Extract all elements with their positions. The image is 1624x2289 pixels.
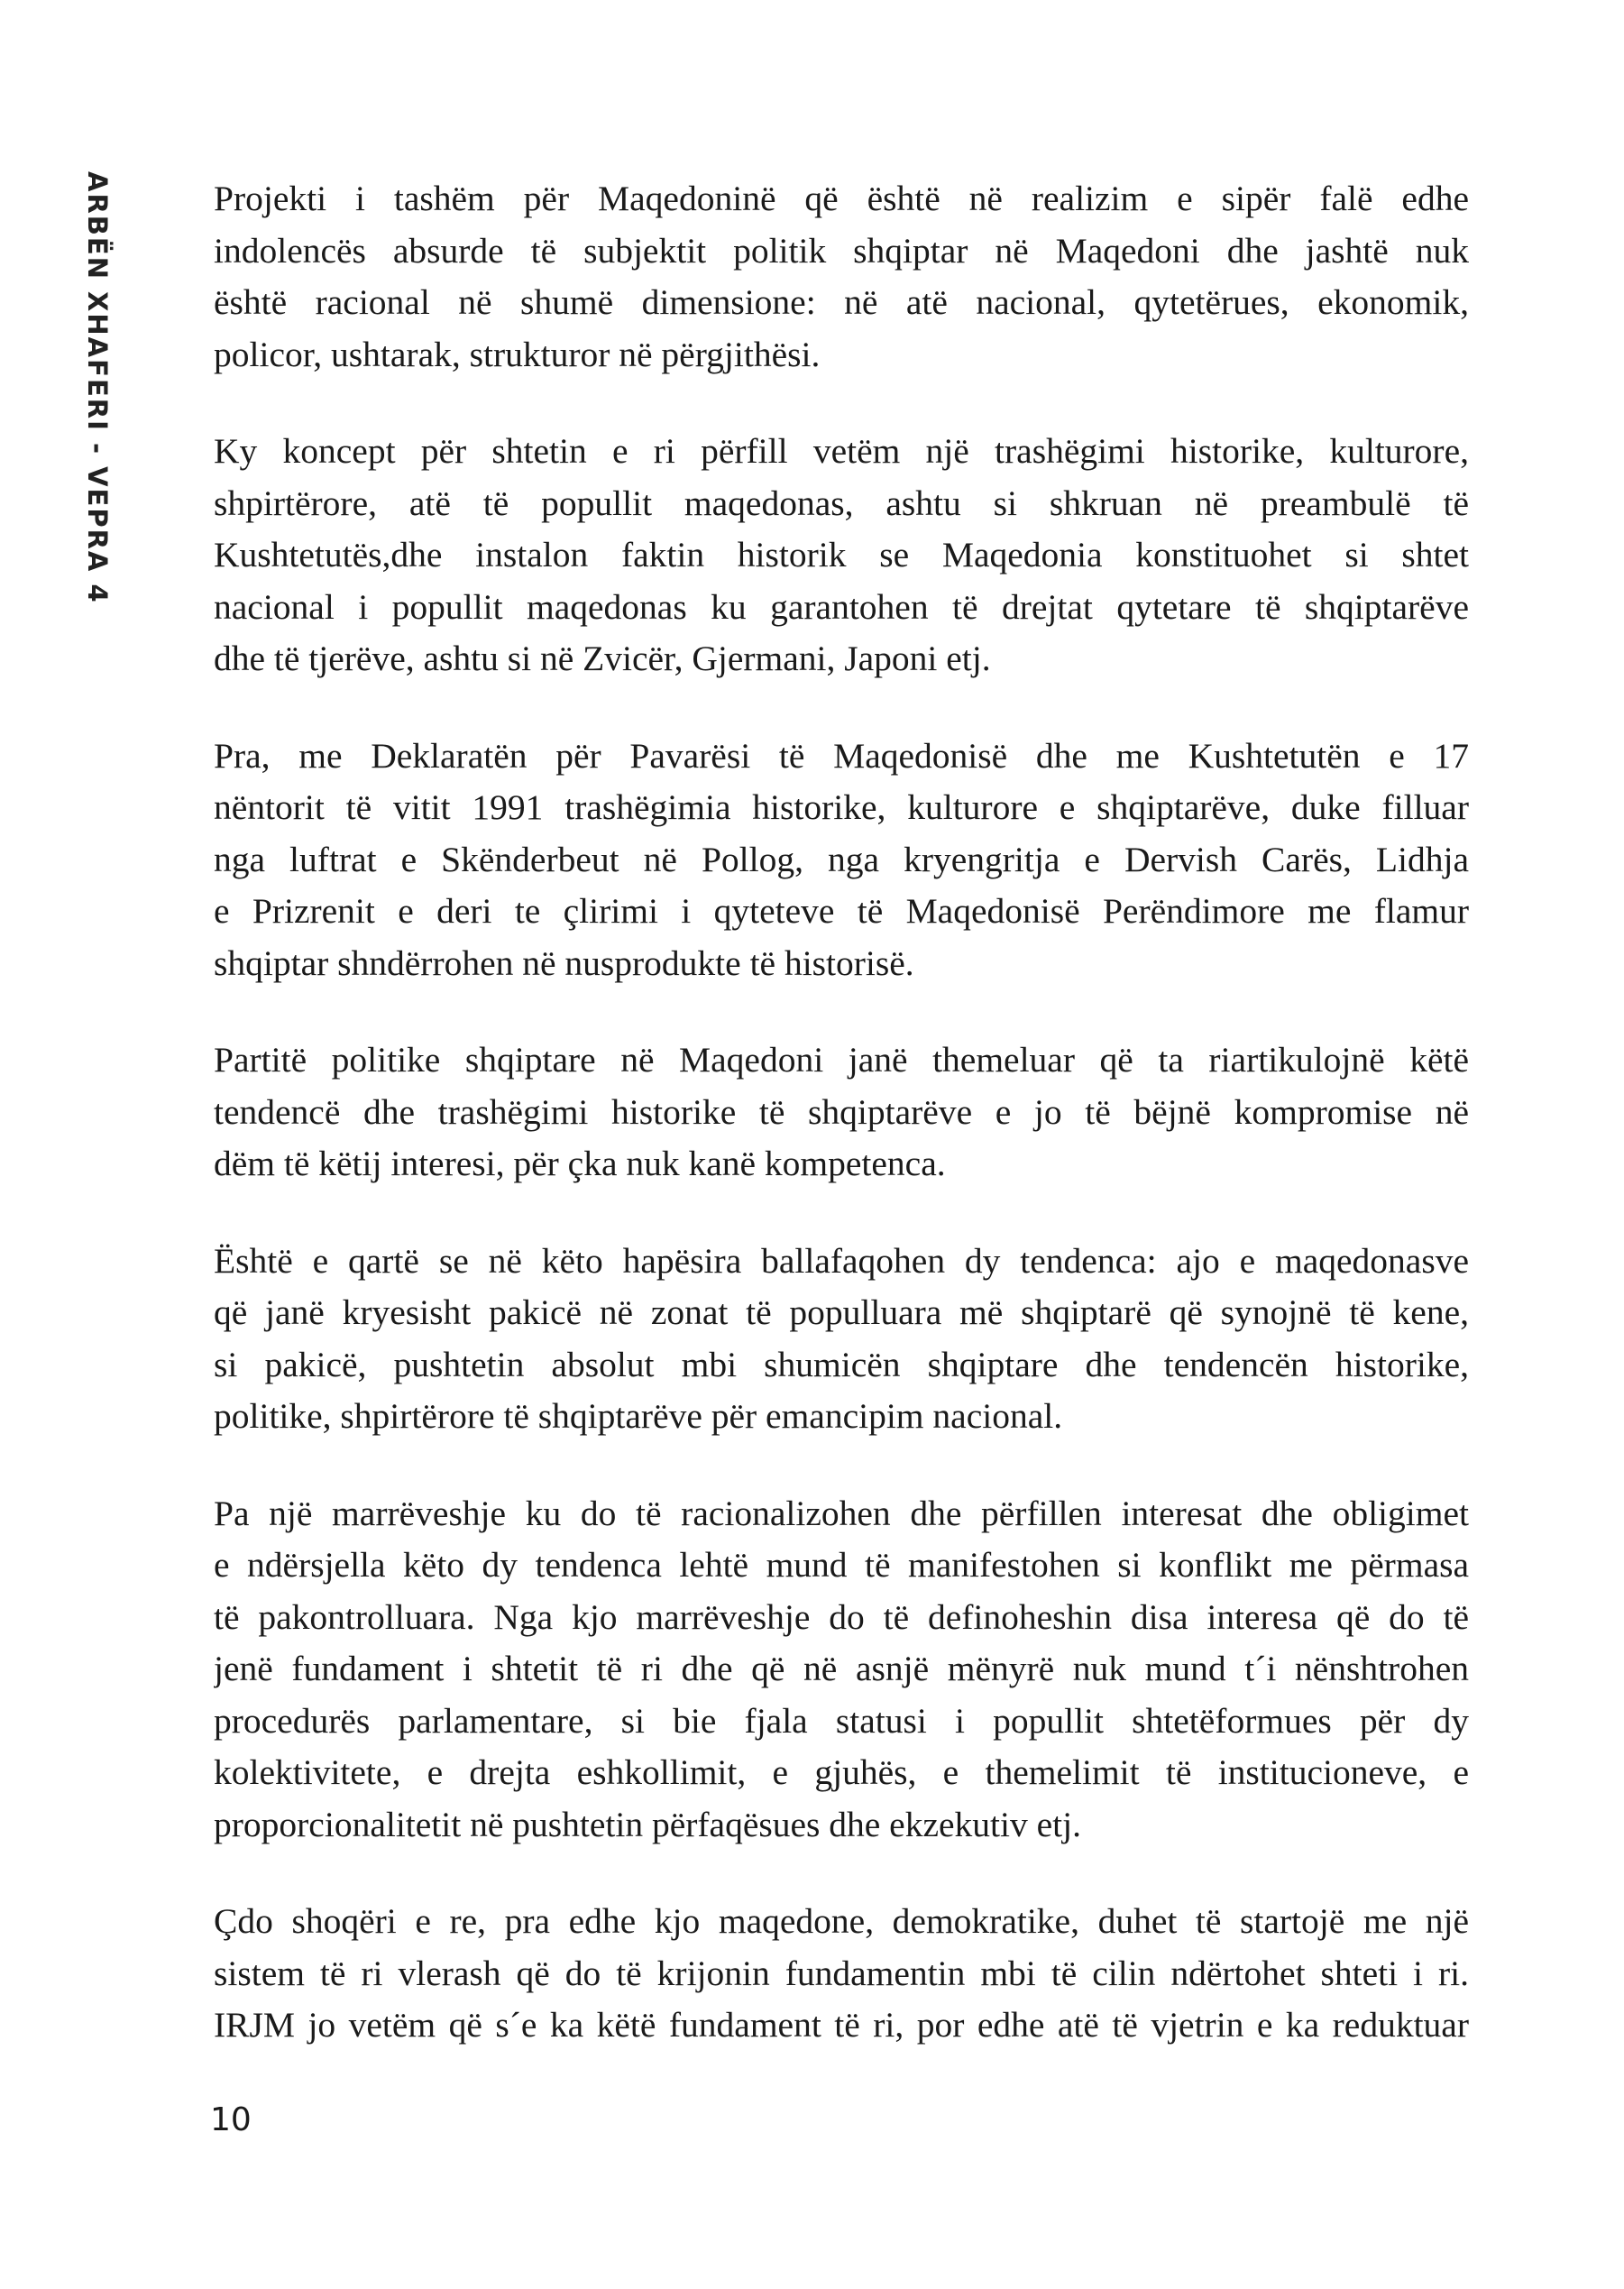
text-line: shpirtërore, atë të popullit maqedonas, ashtu si shkruan në preambulë të xyxy=(214,483,1469,523)
paragraph xyxy=(214,731,1469,990)
text-line: Projekti i tashëm për Maqedoninë që është në realizim e sipër falë edhe xyxy=(214,179,1469,218)
text-line: e Prizrenit e deri te çlirimi i qyteteve të Maqedonisë Perëndimore me flamur xyxy=(214,891,1469,931)
text-line: politike, shpirtërore të shqiptarëve për emancipim nacional. xyxy=(214,1396,1063,1436)
text-line: Pa një marrëveshje ku do të racionalizohen dhe përfillen interesat dhe obligimet xyxy=(214,1493,1469,1533)
text-line: nga luftrat e Skënderbeut në Pollog, nga kryengritja e Dervish Carës, Lidhja xyxy=(214,839,1469,879)
body-text xyxy=(214,173,1469,2097)
text-line: që janë kryesisht pakicë në zonat të populluara më shqiptarë që synojnë të kene, xyxy=(214,1292,1469,1332)
text-line: Kushtetutës,dhe instalon faktin historik se Maqedonia konstituohet si shtet xyxy=(214,535,1469,575)
text-line: Çdo shoqëri e re, pra edhe kjo maqedone, demokratike, duhet të startojë me një xyxy=(214,1901,1469,1941)
text-line: IRJM jo vetëm që s´e ka këtë fundament të ri, por edhe atë të vjetrin e ka reduktuar xyxy=(214,2005,1469,2045)
text-line: procedurës parlamentare, si bie fjala statusi i popullit shtetëformues për dy xyxy=(214,1700,1469,1741)
paragraph xyxy=(214,1236,1469,1443)
text-line: të pakontrolluara. Nga kjo marrëveshje do të definoheshin disa interesa që do të xyxy=(214,1596,1469,1637)
text-line: Pra, me Deklaratën për Pavarësi të Maqedonisë dhe me Kushtetutën e 17 xyxy=(214,735,1469,776)
text-line: nacional i popullit maqedonas ku garantohen të drejtat qytetare të shqiptarëve xyxy=(214,586,1469,627)
text-line: e ndërsjella këto dy tendenca lehtë mund të manifestohen si konflikt me përmasa xyxy=(214,1545,1469,1585)
paragraph xyxy=(214,426,1469,685)
text-line: policor, ushtarak, strukturor në përgjithësi. xyxy=(214,334,821,374)
text-line: indolencës absurde të subjektit politik shqiptar në Maqedoni dhe jashtë nuk xyxy=(214,230,1469,271)
paragraph xyxy=(214,173,1469,381)
text-line: shqiptar shndërrohen në nusprodukte të historisë. xyxy=(214,942,914,983)
text-line: si pakicë, pushtetin absolut mbi shumicën shqiptare dhe tendencën historike, xyxy=(214,1344,1469,1384)
text-line: Është e qartë se në këto hapësira ballafaqohen dy tendenca: ajo e maqedonasve xyxy=(214,1240,1469,1281)
text-line: sistem të ri vlerash që do të krijonin fundamentin mbi të cilin ndërtohet shteti i ri. xyxy=(214,1953,1469,1993)
paragraph xyxy=(214,1488,1469,1852)
paragraph xyxy=(214,1034,1469,1190)
paragraph xyxy=(214,1896,1469,2052)
text-line: Ky koncept për shtetin e ri përfill vetëm një trashëgimi historike, kulturore, xyxy=(214,431,1469,471)
text-line: dhe të tjerëve, ashtu si në Zvicër, Gjermani, Japoni etj. xyxy=(214,639,991,678)
text-line: kolektivitete, e drejta eshkollimit, e gjuhës, e themelimit të institucioneve, e xyxy=(214,1752,1469,1792)
text-line: proporcionalitetit në pushtetin përfaqësues dhe ekzekutiv etj. xyxy=(214,1804,1081,1844)
text-line: jenë fundament i shtetit të ri dhe që në asnjë mënyrë nuk mund t´i nënshtrohen xyxy=(214,1649,1469,1688)
running-header: ARBËN XHAFERI - VEPRA 4 xyxy=(82,171,113,604)
page-number: 10 xyxy=(210,2101,252,2138)
text-line: nëntorit të vitit 1991 trashëgimia historike, kulturore e shqiptarëve, duke filluar xyxy=(214,787,1469,827)
text-line: dëm të këtij interesi, për çka nuk kanë kompetenca. xyxy=(214,1144,946,1183)
text-line: Partitë politike shqiptare në Maqedoni janë themeluar që ta riartikulojnë këtë xyxy=(214,1040,1469,1080)
text-line: është racional në shumë dimensione: në atë nacional, qytetërues, ekonomik, xyxy=(214,282,1469,322)
text-line: tendencë dhe trashëgimi historike të shqiptarëve e jo të bëjnë kompromise në xyxy=(214,1091,1469,1132)
